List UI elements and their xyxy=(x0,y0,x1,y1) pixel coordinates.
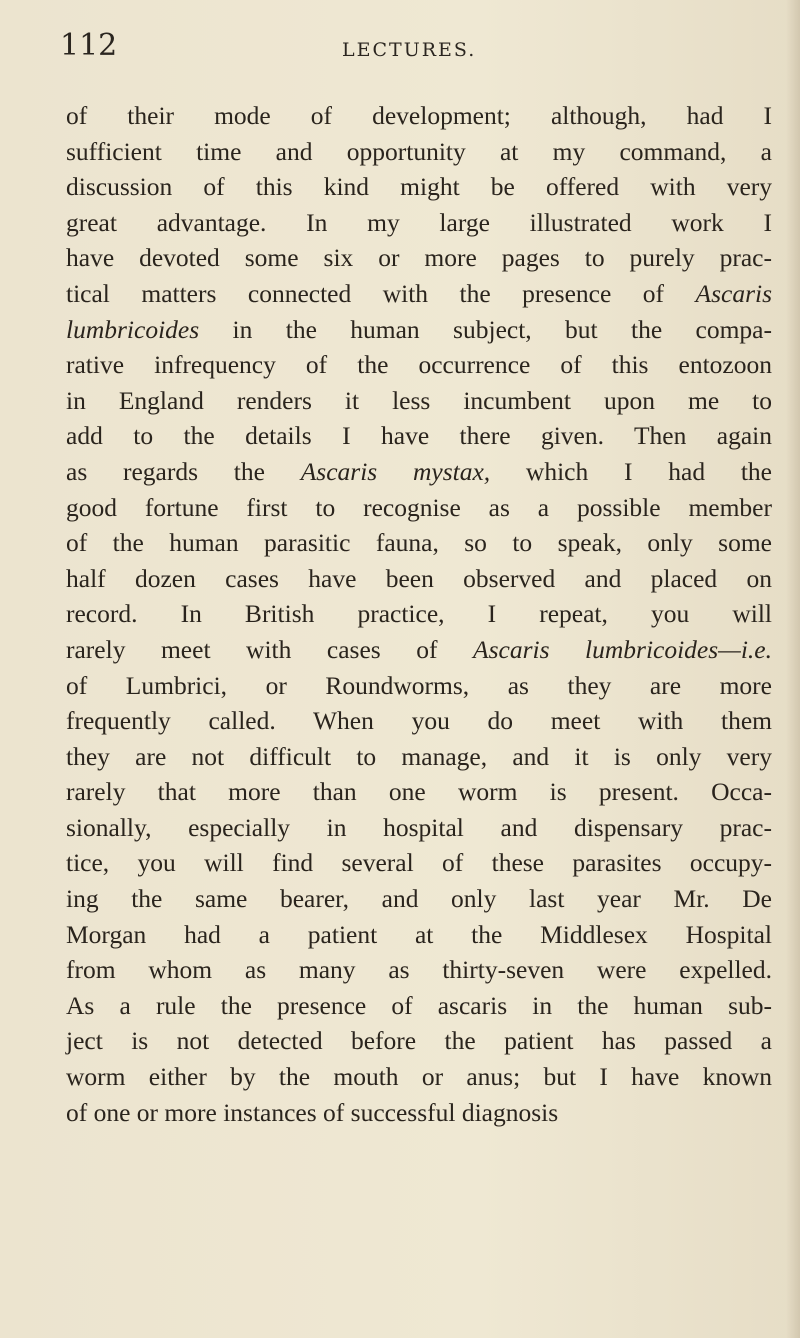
body-text xyxy=(66,98,772,1130)
text-line xyxy=(66,134,772,170)
text-line xyxy=(66,169,772,205)
text-segment: ing the same bearer, and only last year Mr. De xyxy=(66,884,772,914)
text-segment: Morgan had a patient at the Middlesex Hospital xyxy=(66,919,772,949)
text-line xyxy=(66,205,772,241)
text-segment: sionally, especially in hospital and dispensary prac- xyxy=(66,812,772,842)
text-segment: good fortune first to recognise as a possible member xyxy=(66,492,772,522)
text-segment: half dozen cases have been observed and placed on xyxy=(66,563,772,593)
text-segment: of one or more instances of successful diagnosis xyxy=(66,1097,559,1127)
text-segment: rarely meet with cases of xyxy=(66,634,473,664)
text-line xyxy=(66,596,772,632)
text-segment: tice, you will find several of these parasites occupy- xyxy=(66,848,772,878)
text-line xyxy=(66,1059,772,1095)
text-line xyxy=(66,810,772,846)
page-number: 112 xyxy=(60,28,118,63)
text-segment: As a rule the presence of ascaris in the human sub- xyxy=(66,990,772,1020)
page-edge-shadow xyxy=(786,0,800,1338)
text-line xyxy=(66,383,772,419)
running-head: LECTURES. xyxy=(342,39,477,61)
text-line xyxy=(66,774,772,810)
text-segment: discussion of this kind might be offered with very xyxy=(66,172,772,202)
text-segment: frequently called. When you do meet with them xyxy=(66,706,772,736)
text-line xyxy=(66,525,772,561)
text-segment: sufficient time and opportunity at my command, a xyxy=(66,136,772,166)
text-segment: tical matters connected with the presence of xyxy=(66,278,696,308)
text-segment: record. In British practice, I repeat, you will xyxy=(66,599,772,629)
text-line xyxy=(66,1023,772,1059)
text-line xyxy=(66,454,772,490)
text-line xyxy=(66,739,772,775)
text-line xyxy=(66,98,772,134)
text-segment: they are not difficult to manage, and it is only very xyxy=(66,741,772,771)
text-segment: in England renders it less incumbent upon me to xyxy=(66,385,772,415)
text-segment: of the human parasitic fauna, so to speak, only some xyxy=(66,528,772,558)
text-line xyxy=(66,240,772,276)
text-segment: rative infrequency of the occurrence of this entozoon xyxy=(66,350,772,380)
italic-segment: lumbricoides xyxy=(66,314,200,344)
text-line xyxy=(66,917,772,953)
text-line xyxy=(66,276,772,312)
text-line xyxy=(66,561,772,597)
text-line xyxy=(66,490,772,526)
text-line xyxy=(66,845,772,881)
text-line xyxy=(66,418,772,454)
italic-segment: Ascaris mystax, xyxy=(300,456,491,486)
text-segment: which I had the xyxy=(490,456,772,486)
text-line xyxy=(66,703,772,739)
text-segment: from whom as many as thirty-seven were expelled. xyxy=(66,955,772,985)
text-segment: worm either by the mouth or anus; but I have known xyxy=(66,1062,772,1092)
text-segment: add to the details I have there given. Then again xyxy=(66,421,772,451)
text-line xyxy=(66,347,772,383)
text-line xyxy=(66,952,772,988)
text-segment: in the human subject, but the compa- xyxy=(199,314,772,344)
text-segment: of Lumbrici, or Roundworms, as they are more xyxy=(66,670,772,700)
page-header xyxy=(60,28,720,68)
text-segment: great advantage. In my large illustrated work I xyxy=(66,207,772,237)
italic-segment: Ascaris xyxy=(695,278,772,308)
text-segment: as regards the xyxy=(66,456,301,486)
text-segment: ject is not detected before the patient has passed a xyxy=(66,1026,772,1056)
text-segment: of their mode of development; although, had I xyxy=(66,101,772,130)
text-line xyxy=(66,1095,772,1131)
italic-segment: Ascaris lumbricoides—i.e. xyxy=(473,634,773,664)
text-line xyxy=(66,668,772,704)
text-segment: rarely that more than one worm is present. Occa- xyxy=(66,777,772,807)
text-line xyxy=(66,632,772,668)
text-line xyxy=(66,988,772,1024)
text-line xyxy=(66,312,772,348)
text-segment: have devoted some six or more pages to purely prac- xyxy=(66,243,772,273)
text-line xyxy=(66,881,772,917)
